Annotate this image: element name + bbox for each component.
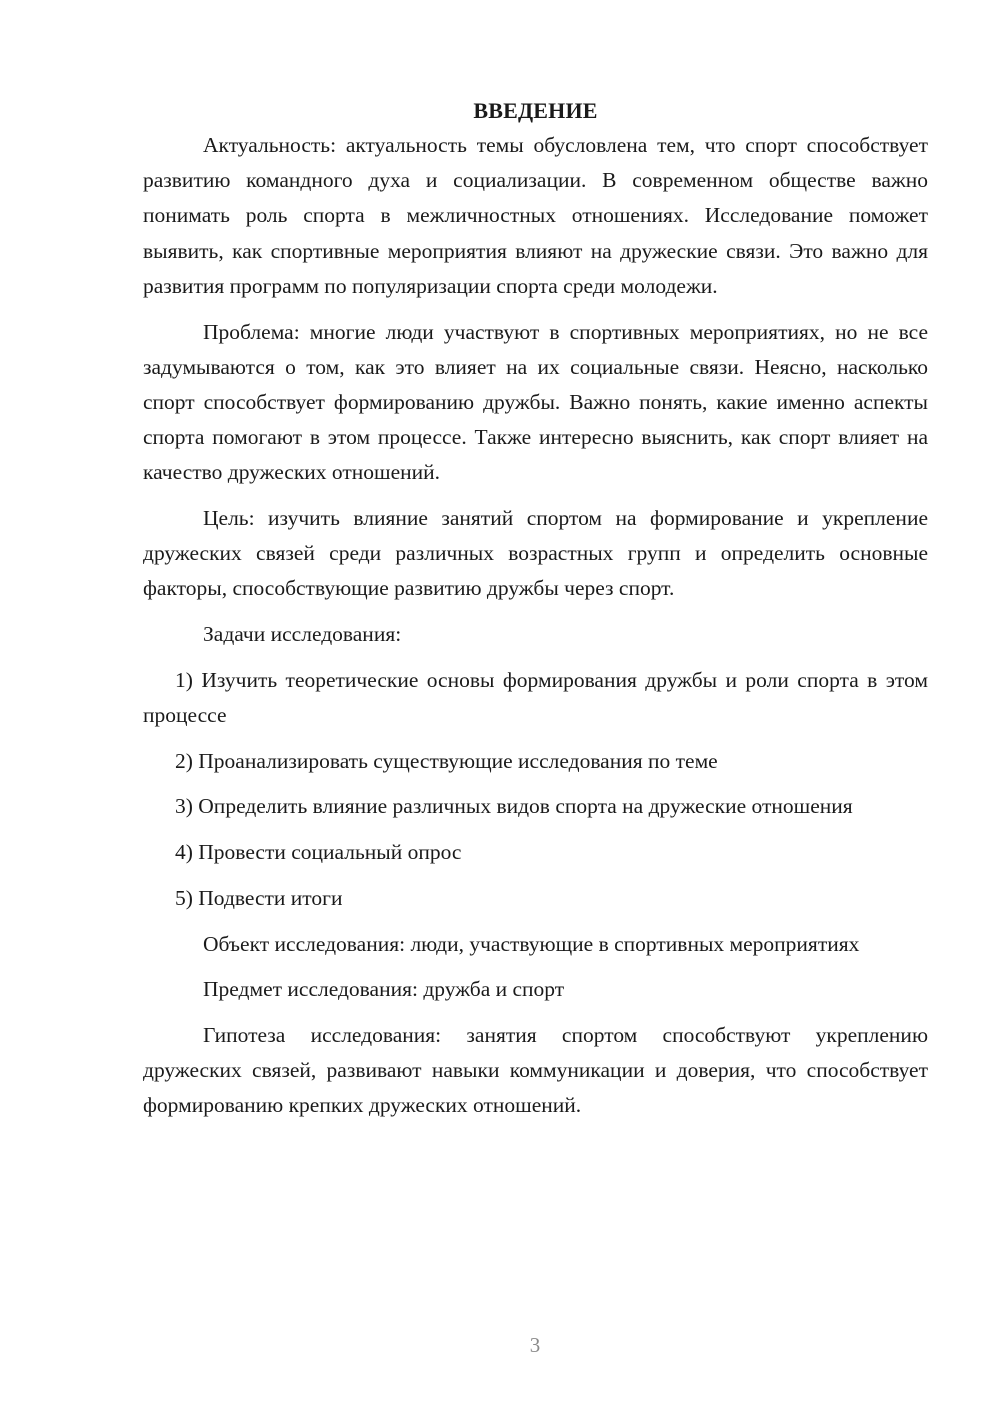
paragraph-problem: Проблема: многие люди участвуют в спортивных мероприятиях, но не все задумываются о том, как это влияет на их социальные связи. Неясно, насколько спорт способствует формированию дружбы. Важно понять, какие именно аспекты спорта помогают в этом процессе. Также интересно выяснить, как спорт влияет на качество дружеских отношений.	[143, 319, 928, 485]
task-item-1: 1) Изучить теоретические основы формирования дружбы и роли спорта в этом процессе	[143, 667, 928, 728]
paragraph-relevance: Актуальность: актуальность темы обусловлена тем, что спорт способствует развитию командного духа и социализации. В современном обществе важно понимать роль спорта в межличностных отношениях. Исследование поможет выявить, как спортивные мероприятия влияют на дружеские связи. Это важно для развития программ по популяризации спорта среди молодежи.	[143, 133, 928, 298]
paragraph-subject: Предмет исследования: дружба и спорт	[203, 977, 565, 1002]
document-page	[143, 96, 928, 1134]
section-title: ВВЕДЕНИЕ	[473, 98, 598, 123]
task-item-4: 4) Провести социальный опрос	[175, 840, 462, 865]
paragraph-tasks-heading: Задачи исследования:	[203, 622, 402, 647]
paragraph-object: Объект исследования: люди, участвующие в спортивных мероприятиях	[203, 931, 860, 956]
paragraph-hypothesis: Гипотеза исследования: занятия спортом способствуют укреплению дружеских связей, развивают навыки коммуникации и доверия, что способствует формированию крепких дружеских отношений.	[143, 1022, 928, 1118]
task-item-5: 5) Подвести итоги	[175, 885, 343, 910]
task-item-3: 3) Определить влияние различных видов спорта на дружеские отношения	[175, 794, 853, 819]
task-item-2: 2) Проанализировать существующие исследования по теме	[175, 748, 718, 773]
page-number: 3	[529, 1333, 541, 1357]
paragraph-goal: Цель: изучить влияние занятий спортом на формирование и укрепление дружеских связей среди различных возрастных групп и определить основные факторы, способствующие развитию дружбы через спорт.	[143, 506, 928, 601]
